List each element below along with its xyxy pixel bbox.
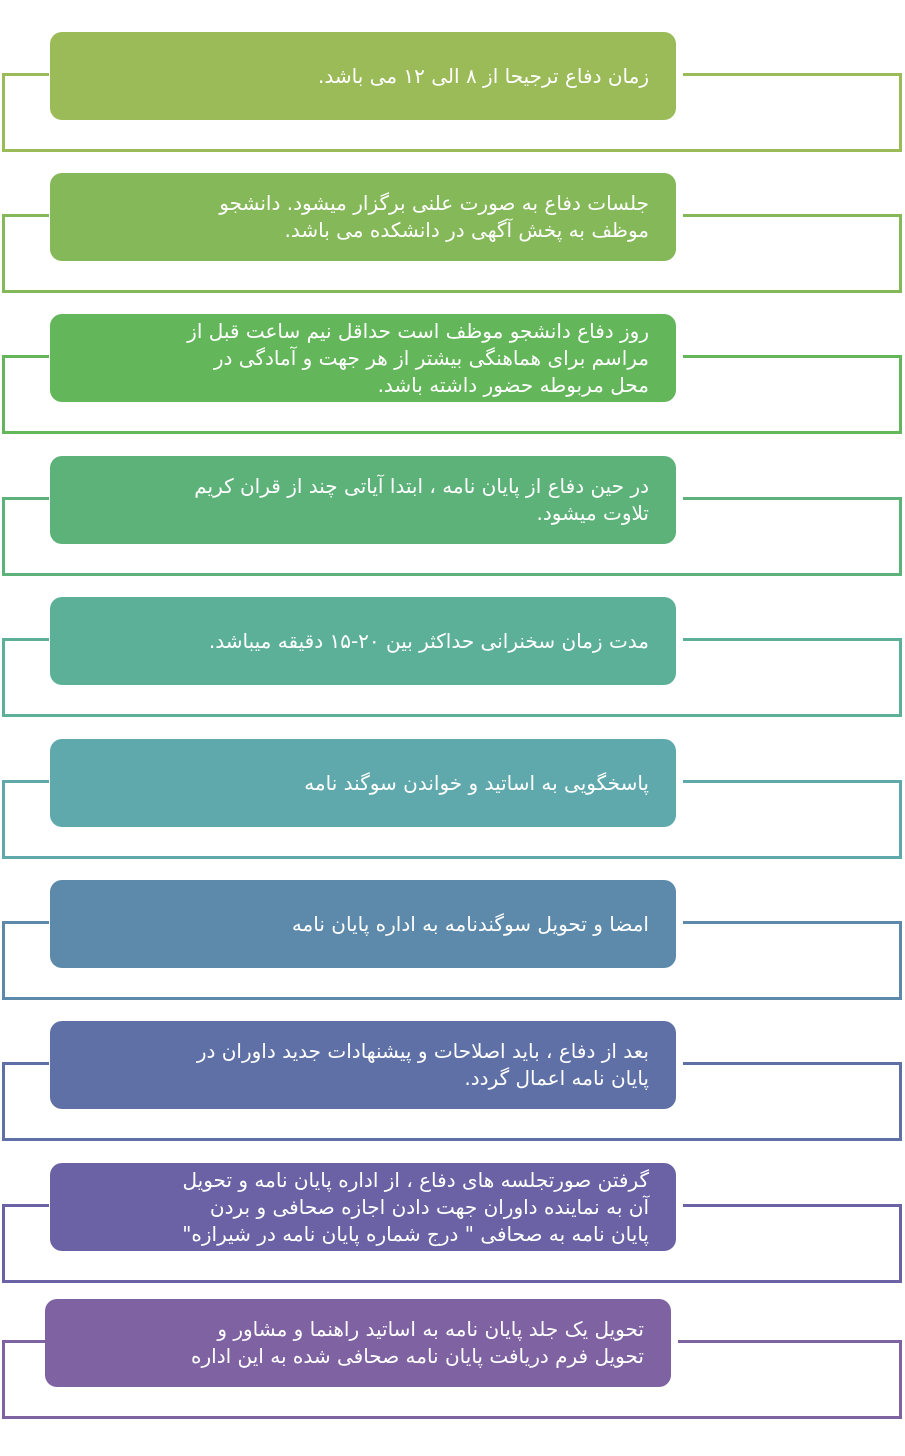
- step-text: روز دفاع دانشجو موظف است حداقل نیم ساعت قبل از مراسم برای هماهنگی بیشتر از هر جهت و آمادگی در محل مربوطه حضور داشته باشد.: [187, 318, 649, 397]
- frame-connector-right: [678, 1340, 902, 1343]
- frame-connector-left: [2, 355, 49, 358]
- step-text: جلسات دفاع به صورت علنی برگزار میشود. دانشجو موظف به پخش آگهی در دانشکده می باشد.: [219, 191, 649, 242]
- frame-connector-left: [2, 1062, 49, 1065]
- frame-connector-right: [683, 73, 902, 76]
- step-box: [50, 173, 676, 261]
- frame-connector-left: [2, 497, 49, 500]
- frame-connector-right: [683, 497, 902, 500]
- step-text: بعد از دفاع ، باید اصلاحات و پیشنهادات جدید داوران در پایان نامه اعمال گردد.: [196, 1039, 649, 1090]
- frame-connector-right: [683, 780, 902, 783]
- step-box: [50, 1163, 676, 1251]
- frame-connector-right: [683, 921, 902, 924]
- frame-connector-right: [683, 1204, 902, 1207]
- frame-connector-left: [2, 638, 49, 641]
- step-box: [50, 456, 676, 544]
- frame-connector-left: [2, 780, 49, 783]
- step-text: مدت زمان سخنرانی حداکثر بین ۲۰-۱۵ دقیقه میباشد.: [208, 628, 649, 653]
- frame-connector-left: [2, 921, 49, 924]
- frame-connector-left: [2, 214, 49, 217]
- step-box: [50, 597, 676, 685]
- frame-connector-right: [683, 355, 902, 358]
- step-box: [50, 314, 676, 402]
- step-text: تحویل یک جلد پایان نامه به اساتید راهنما و مشاور و تحویل فرم دریافت پایان نامه صحافی شده به این اداره: [191, 1317, 644, 1368]
- step-box: [50, 880, 676, 968]
- step-text: پاسخگویی به اساتید و خواندن سوگند نامه: [304, 770, 649, 795]
- frame-connector-left: [2, 1204, 49, 1207]
- step-box: [50, 1021, 676, 1109]
- step-box: [50, 32, 676, 120]
- frame-connector-right: [683, 638, 902, 641]
- frame-connector-right: [683, 1062, 902, 1065]
- step-text: امضا و تحویل سوگندنامه به اداره پایان نامه: [291, 911, 649, 936]
- step-box: [50, 739, 676, 827]
- frame-connector-left: [2, 1340, 49, 1343]
- step-text: در حین دفاع از پایان نامه ، ابتدا آیاتی چند از قران کریم تلاوت میشود.: [194, 474, 649, 525]
- frame-connector-right: [683, 214, 902, 217]
- frame-connector-left: [2, 73, 49, 76]
- step-box: [45, 1299, 671, 1387]
- step-text: زمان دفاع ترجیحا از ۸ الی ۱۲ می باشد.: [318, 63, 649, 88]
- step-text: گرفتن صورتجلسه های دفاع ، از اداره پایان نامه و تحویل آن به نماینده داوران جهت دادن اجازه صحافی و بردن پایان نامه به صحافی " درج شماره پایان نامه در شیرازه": [182, 1167, 649, 1246]
